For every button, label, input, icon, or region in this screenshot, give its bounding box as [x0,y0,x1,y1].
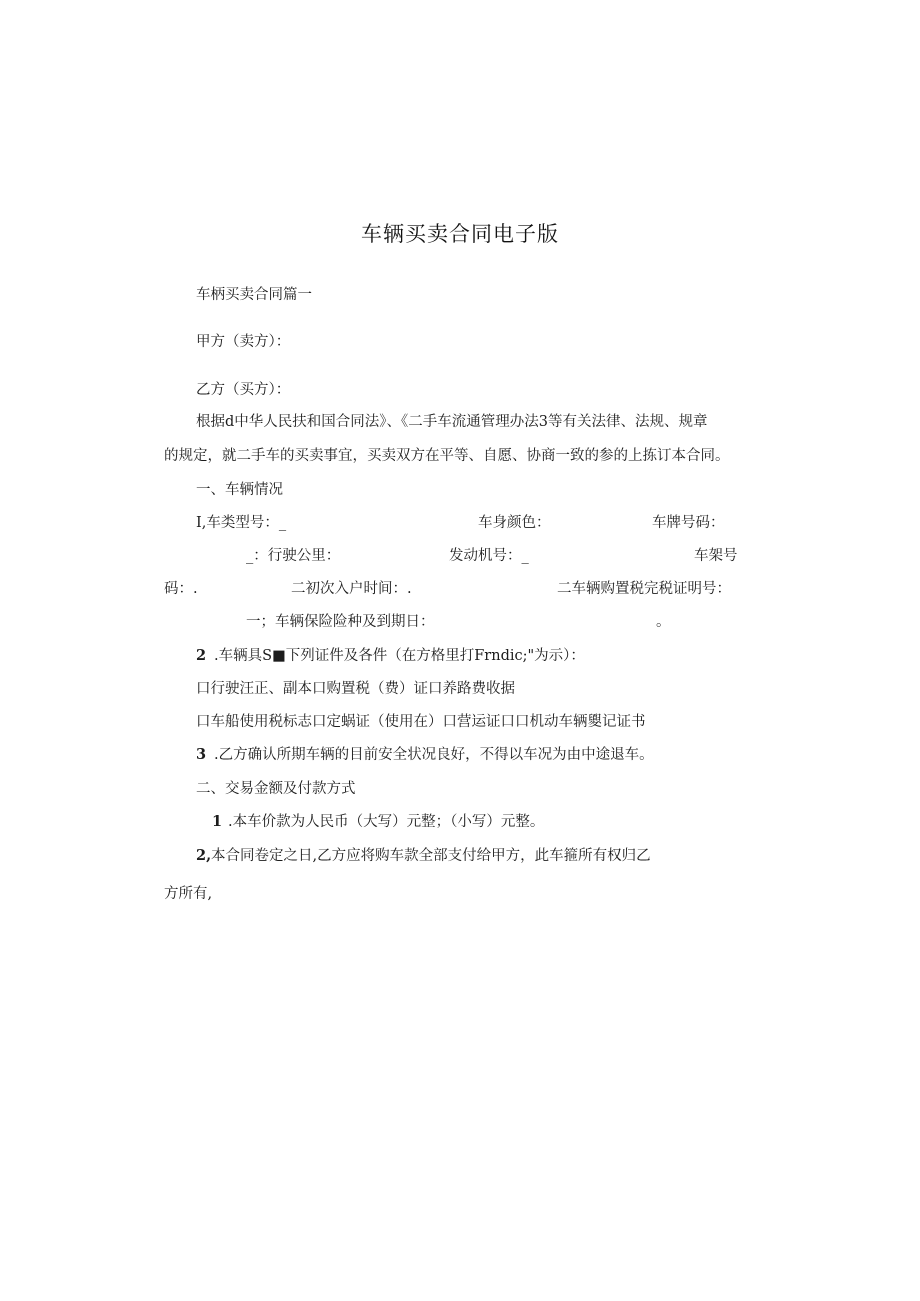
documents-line-1: 口行驶汪正、副本口购置税（费）证口养路费收据 [196,681,515,697]
contract-heading: 车柄买卖合同篇一 [196,287,312,303]
vehicle-model-field: I,车类型号：_ [196,515,287,531]
vehicle-insurance-end: 。 [656,614,671,630]
item-3-number: 3 [196,746,207,763]
payment-1-price: .本车价款为人民币（大写）元整；（小写）元整。 [228,814,545,830]
item-2-documents: .车辆具S■下列证件及各件（在方格里打Frndic;"为示）： [214,648,585,664]
vehicle-first-registration: 二初次入户时间：. [291,581,412,597]
party-b-label: 乙方（买方）： [196,382,291,398]
item-3-condition: .乙方确认所期车辆的目前安全状况良好，不得以车况为由中途退车。 [214,747,654,763]
intro-line-1: 根据d中华人民扶和国合同法》、《二手车流通管理办法3等有关法律、法规、规章 [196,414,708,430]
vehicle-plate-field: 车牌号码： [652,515,725,531]
vehicle-insurance-field: 一；车辆保险险种及到期日： [246,614,435,630]
section-payment: 二、交易金额及付款方式 [196,781,356,797]
party-a-label: 甲方（卖方）： [196,334,291,350]
payment-2-terms: 本合同卷定之日,乙方应将购车款全部支付给甲方，此车箍所有权归乙 [211,848,651,864]
payment-2-continuation: 方所有, [164,886,213,902]
item-2-number: 2 [196,647,207,664]
document-title: 车辆买卖合同电子版 [361,222,559,246]
vehicle-engine-field: 发动机号：_ [449,548,529,564]
vehicle-frame-cont: 码：. [164,581,198,597]
section-vehicle-info: 一、车辆情况 [196,482,283,498]
payment-1-number: 1 [212,813,223,830]
payment-2-number: 2, [196,847,212,864]
documents-line-2: 口车船使用税标志口定蜗证（使用在）口营运证口口机动车辆夓记证书 [196,714,646,730]
intro-line-2: 的规定，就二手车的买卖事宜，买卖双方在平等、自愿、协商一致的参的上拣订本合同。 [164,448,730,464]
vehicle-mileage-field: _：行驶公里： [246,548,341,564]
vehicle-color-field: 车身颜色： [478,515,551,531]
vehicle-frame-label: 车架号 [694,548,738,564]
vehicle-tax-certificate: 二车辆购置税完税证明号： [557,581,731,597]
